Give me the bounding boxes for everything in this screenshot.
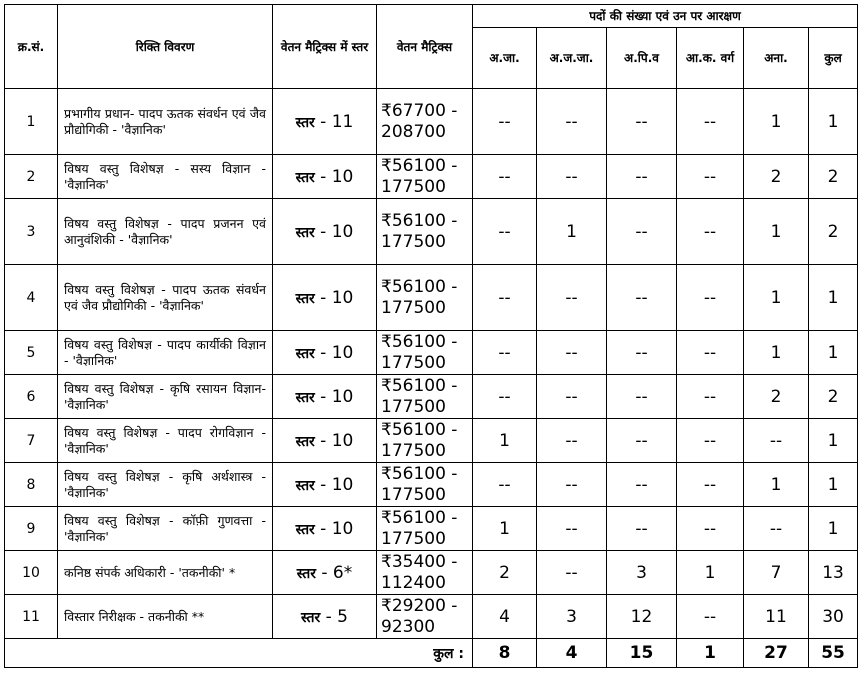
table-row [5,199,858,265]
ews-cell: -- [677,199,744,265]
table-row [5,89,858,155]
sc-cell: -- [473,375,537,419]
description-cell: विषय वस्तु विशेषज्ञ - पादप प्रजनन एवं आनुवंशिकी - 'वैज्ञानिक' [58,199,273,265]
sc-cell: -- [473,155,537,199]
sc-cell: 1 [473,507,537,551]
sc-cell: 4 [473,595,537,639]
total-cell: 1 [809,265,858,331]
description-cell: विषय वस्तु विशेषज्ञ - पादप कार्यीकी विज्ञान - 'वैज्ञानिक' [58,331,273,375]
ews-cell: -- [677,331,744,375]
total-cell: 1 [809,419,858,463]
level-number: - 10 [314,430,354,451]
total-ews: 1 [677,639,744,668]
serial-cell: 1 [5,89,58,155]
level-cell [273,507,377,551]
ews-cell: 1 [677,551,744,595]
ur-cell: 1 [744,463,809,507]
total-sc: 8 [473,639,537,668]
table-row [5,507,858,551]
level-word: स्तर [295,224,315,241]
ur-cell: 2 [744,375,809,419]
description-cell: प्रभागीय प्रधान- पादप ऊतक संवर्धन एवं जैव प्रौद्योगिकी - 'वैज्ञानिक' [58,89,273,155]
ews-cell: -- [677,89,744,155]
serial-cell: 10 [5,551,58,595]
st-cell: -- [537,265,607,331]
header-ur: अना. [744,28,809,89]
description-cell: विषय वस्तु विशेषज्ञ - कृषि रसायन विज्ञान- 'वैज्ञानिक' [58,375,273,419]
ews-cell: -- [677,507,744,551]
level-cell [273,89,377,155]
level-word: स्तर [295,521,315,538]
pay-matrix-cell: ₹56100 - 177500 [377,507,473,551]
ews-cell: -- [677,463,744,507]
sc-cell: -- [473,463,537,507]
level-word: स्तर [295,477,315,494]
totals-label: कुल : [5,639,473,668]
ews-cell: -- [677,595,744,639]
st-cell: -- [537,507,607,551]
level-number: - 6* [315,562,353,583]
header-sc: अ.जा. [473,28,537,89]
table-row [5,155,858,199]
header-description: रिक्ति विवरण [58,5,273,89]
st-cell: -- [537,331,607,375]
st-cell: -- [537,463,607,507]
obc-cell: -- [607,155,677,199]
level-cell [273,265,377,331]
total-cell: 1 [809,463,858,507]
level-number: - 11 [314,111,354,132]
ur-cell: 1 [744,331,809,375]
table-row [5,265,858,331]
obc-cell: 12 [607,595,677,639]
st-cell: -- [537,155,607,199]
level-word: स्तर [295,345,315,362]
level-cell [273,375,377,419]
pay-matrix-cell: ₹56100 - 177500 [377,419,473,463]
header-reservation-group: पदों की संख्या एवं उन पर आरक्षण [473,5,858,28]
ur-cell: 1 [744,265,809,331]
header-pay: वेतन मैट्रिक्स [377,5,473,89]
level-number: - 10 [314,518,354,539]
level-number: - 10 [314,287,354,308]
total-obc: 15 [607,639,677,668]
obc-cell: -- [607,419,677,463]
serial-cell: 4 [5,265,58,331]
ur-cell: 1 [744,89,809,155]
serial-cell: 6 [5,375,58,419]
serial-cell: 2 [5,155,58,199]
pay-matrix-cell: ₹56100 - 177500 [377,331,473,375]
obc-cell: -- [607,375,677,419]
total-all: 55 [809,639,858,668]
ur-cell: 11 [744,595,809,639]
level-number: - 10 [314,166,354,187]
level-word: स्तर [301,609,321,626]
pay-matrix-cell: ₹56100 - 177500 [377,155,473,199]
obc-cell: 3 [607,551,677,595]
level-cell [273,595,377,639]
level-cell [273,199,377,265]
ews-cell: -- [677,155,744,199]
sc-cell: -- [473,199,537,265]
pay-matrix-cell: ₹56100 - 177500 [377,375,473,419]
description-cell: विषय वस्तु विशेषज्ञ - पादप ऊतक संवर्धन एवं जैव प्रौद्योगिकी - 'वैज्ञानिक' [58,265,273,331]
level-number: - 10 [314,342,354,363]
header-ews: आ.क. वर्ग [677,28,744,89]
description-cell: विस्तार निरीक्षक - तकनीकी ** [58,595,273,639]
table-row [5,463,858,507]
total-cell: 1 [809,507,858,551]
sc-cell: -- [473,265,537,331]
st-cell: -- [537,375,607,419]
ur-cell: -- [744,507,809,551]
table-row [5,419,858,463]
serial-cell: 5 [5,331,58,375]
level-cell [273,419,377,463]
level-word: स्तर [295,433,315,450]
level-number: - 10 [314,221,354,242]
header-obc: अ.पि.व [607,28,677,89]
ur-cell: -- [744,419,809,463]
obc-cell: -- [607,507,677,551]
totals-row [5,639,858,668]
ur-cell: 2 [744,155,809,199]
obc-cell: -- [607,331,677,375]
st-cell: 1 [537,199,607,265]
level-cell [273,331,377,375]
obc-cell: -- [607,463,677,507]
level-word: स्तर [295,169,315,186]
sc-cell: 1 [473,419,537,463]
obc-cell: -- [607,89,677,155]
header-level: वेतन मैट्रिक्स में स्तर [273,5,377,89]
description-cell: विषय वस्तु विशेषज्ञ - कॉफ़ी गुणवत्ता - 'वैज्ञानिक' [58,507,273,551]
ur-cell: 7 [744,551,809,595]
total-cell: 1 [809,89,858,155]
pay-matrix-cell: ₹56100 - 177500 [377,199,473,265]
table-row [5,375,858,419]
total-st: 4 [537,639,607,668]
header-serial: क्र.सं. [5,5,58,89]
level-cell [273,155,377,199]
ur-cell: 1 [744,199,809,265]
obc-cell: -- [607,199,677,265]
sc-cell: 2 [473,551,537,595]
level-cell [273,463,377,507]
sc-cell: -- [473,89,537,155]
serial-cell: 3 [5,199,58,265]
pay-matrix-cell: ₹56100 - 177500 [377,463,473,507]
level-number: - 10 [314,386,354,407]
ews-cell: -- [677,375,744,419]
st-cell: -- [537,419,607,463]
serial-cell: 9 [5,507,58,551]
header-total: कुल [809,28,858,89]
level-word: स्तर [295,114,315,131]
header-st: अ.ज.जा. [537,28,607,89]
total-cell: 13 [809,551,858,595]
description-cell: विषय वस्तु विशेषज्ञ - पादप रोगविज्ञान - 'वैज्ञानिक' [58,419,273,463]
table-row [5,331,858,375]
ews-cell: -- [677,419,744,463]
level-cell [273,551,377,595]
pay-matrix-cell: ₹56100 - 177500 [377,265,473,331]
ews-cell: -- [677,265,744,331]
pay-matrix-cell: ₹67700 - 208700 [377,89,473,155]
level-number: - 10 [314,474,354,495]
level-word: स्तर [295,389,315,406]
level-number: - 5 [320,606,348,627]
serial-cell: 7 [5,419,58,463]
vacancy-table [4,4,858,668]
level-word: स्तर [295,290,315,307]
st-cell: 3 [537,595,607,639]
table-body [5,89,858,639]
serial-cell: 11 [5,595,58,639]
total-cell: 2 [809,155,858,199]
obc-cell: -- [607,265,677,331]
serial-cell: 8 [5,463,58,507]
total-ur: 27 [744,639,809,668]
pay-matrix-cell: ₹35400 - 112400 [377,551,473,595]
total-cell: 30 [809,595,858,639]
description-cell: विषय वस्तु विशेषज्ञ - सस्य विज्ञान - 'वैज्ञानिक' [58,155,273,199]
table-row [5,595,858,639]
sc-cell: -- [473,331,537,375]
description-cell: कनिष्ठ संपर्क अधिकारी - 'तकनीकी' * [58,551,273,595]
st-cell: -- [537,89,607,155]
description-cell: विषय वस्तु विशेषज्ञ - कृषि अर्थशास्त्र - 'वैज्ञानिक' [58,463,273,507]
table-row [5,551,858,595]
st-cell: -- [537,551,607,595]
level-word: स्तर [296,565,316,582]
pay-matrix-cell: ₹29200 - 92300 [377,595,473,639]
total-cell: 1 [809,331,858,375]
total-cell: 2 [809,199,858,265]
total-cell: 2 [809,375,858,419]
